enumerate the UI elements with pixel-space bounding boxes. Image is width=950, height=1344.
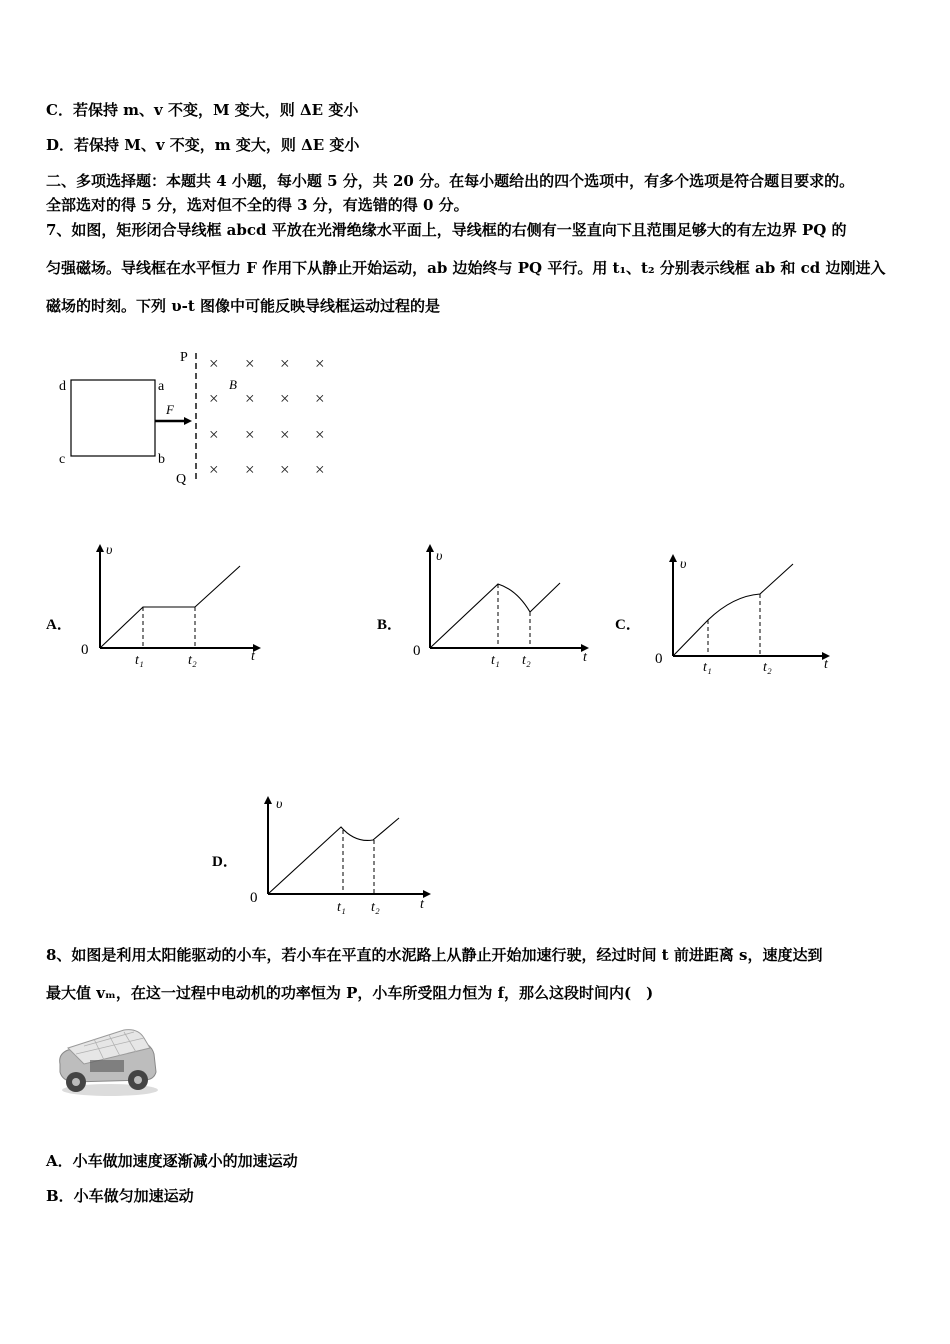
graph-c-t2: t₂ [763, 660, 772, 675]
graph-a-curve [100, 566, 240, 648]
graph-b-t1: t₁ [491, 653, 500, 668]
q8-option-a: A．小车做加速度逐渐减小的加速运动 [46, 1152, 298, 1170]
section2-scoring: 全部选对的得 5 分，选对但不全的得 3 分，有选错的得 0 分。 [46, 196, 469, 214]
field-cross-0-0: × [209, 354, 219, 373]
graph-b-curve [430, 583, 560, 648]
field-cross-1-2: × [280, 389, 290, 408]
field-cross-0-1: × [245, 354, 255, 373]
graph-d-option-label: D． [212, 854, 238, 870]
graph-d [243, 790, 463, 930]
graph-a-y-arrow [96, 544, 104, 552]
graph-b-t-label: t [583, 650, 587, 665]
graph-a-t1: t₁ [135, 653, 144, 668]
field-cross-3-1: × [245, 460, 255, 479]
section2-heading: 二、多项选择题：本题共 4 小题，每小题 5 分，共 20 分。在每小题给出的四个选项中，有多个选项是符合题目要求的。 [46, 172, 855, 190]
field-b-label: B [229, 377, 237, 392]
field-cross-3-2: × [280, 460, 290, 479]
graph-a-origin: 0 [81, 642, 89, 658]
q7-text-line1: 7、如图，矩形闭合导线框 abcd 平放在光滑绝缘水平面上，导线框的右侧有一竖直向下且范围足够大的有左边界 PQ 的 [46, 221, 847, 239]
graph-c-curve [673, 564, 793, 656]
graph-b-v-label: υ [436, 549, 443, 564]
corner-a: a [158, 379, 165, 394]
front-wheel-hub [72, 1078, 80, 1086]
graph-a-v-label: υ [106, 543, 113, 558]
q8-text-line1: 8、如图是利用太阳能驱动的小车，若小车在平直的水泥路上从静止开始加速行驶，经过时间 t 前进距离 s，速度达到 [46, 946, 823, 964]
graph-d-x-arrow [423, 890, 431, 898]
graph-b-option-label: B． [377, 617, 403, 633]
graph-a [75, 540, 295, 680]
graph-d-v-label: υ [276, 797, 283, 812]
graph-c-t1: t₁ [703, 660, 712, 675]
graph-c [648, 550, 868, 690]
graph-d-origin: 0 [250, 890, 258, 906]
q7-text-line2: 匀强磁场。导线框在水平恒力 F 作用下从静止开始运动，ab 边始终与 PQ 平行。用 t₁、t₂ 分别表示线框 ab 和 cd 边刚进入 [46, 259, 886, 277]
boundary-q-label: Q [176, 472, 187, 487]
force-arrowhead [184, 417, 192, 425]
field-cross-3-0: × [209, 460, 219, 479]
field-cross-3-3: × [315, 460, 325, 479]
field-cross-1-0: × [209, 389, 219, 408]
graph-d-y-arrow [264, 796, 272, 804]
q7-loop-field-figure [50, 345, 350, 495]
field-cross-2-0: × [209, 425, 219, 444]
car-window [90, 1060, 124, 1072]
field-cross-2-1: × [245, 425, 255, 444]
force-label: F [166, 402, 174, 417]
wire-loop [71, 380, 155, 456]
field-cross-1-3: × [315, 389, 325, 408]
graph-c-v-label: υ [680, 557, 687, 572]
boundary-p-label: P [180, 350, 188, 365]
graph-a-t2: t₂ [188, 653, 197, 668]
graph-b-origin: 0 [413, 643, 421, 659]
q8-option-b: B．小车做匀加速运动 [46, 1187, 194, 1205]
graph-b [405, 540, 625, 680]
graph-d-t1: t₁ [337, 900, 346, 915]
rear-wheel-hub [134, 1076, 142, 1084]
field-crosses [209, 354, 325, 479]
corner-b: b [158, 452, 165, 467]
field-cross-0-3: × [315, 354, 325, 373]
graph-b-t2: t₂ [522, 653, 531, 668]
graph-c-option-label: C． [615, 617, 641, 633]
q6-option-c: C．若保持 m、v 不变，M 变大，则 ΔE 变小 [46, 101, 359, 119]
q8-text-line2: 最大值 vₘ，在这一过程中电动机的功率恒为 P，小车所受阻力恒为 f，那么这段时间内( ) [46, 984, 654, 1002]
field-cross-1-1: × [245, 389, 255, 408]
corner-d: d [59, 379, 66, 394]
corner-c: c [59, 452, 66, 467]
graph-b-y-arrow [426, 544, 434, 552]
q6-option-d: D．若保持 M、v 不变，m 变大，则 ΔE 变小 [46, 136, 360, 154]
graph-d-curve [268, 818, 399, 894]
graph-a-option-label: A． [46, 617, 72, 633]
field-cross-2-2: × [280, 425, 290, 444]
graph-d-t-label: t [420, 897, 424, 912]
graph-d-t2: t₂ [371, 900, 380, 915]
graph-c-y-arrow [669, 554, 677, 562]
solar-car-image [54, 1024, 160, 1100]
graph-c-origin: 0 [655, 651, 663, 667]
graph-a-t-label: t [251, 649, 255, 664]
field-cross-0-2: × [280, 354, 290, 373]
graph-c-t-label: t [824, 657, 828, 672]
q7-text-line3: 磁场的时刻。下列 υ-t 图像中可能反映导线框运动过程的是 [46, 297, 441, 315]
field-cross-2-3: × [315, 425, 325, 444]
